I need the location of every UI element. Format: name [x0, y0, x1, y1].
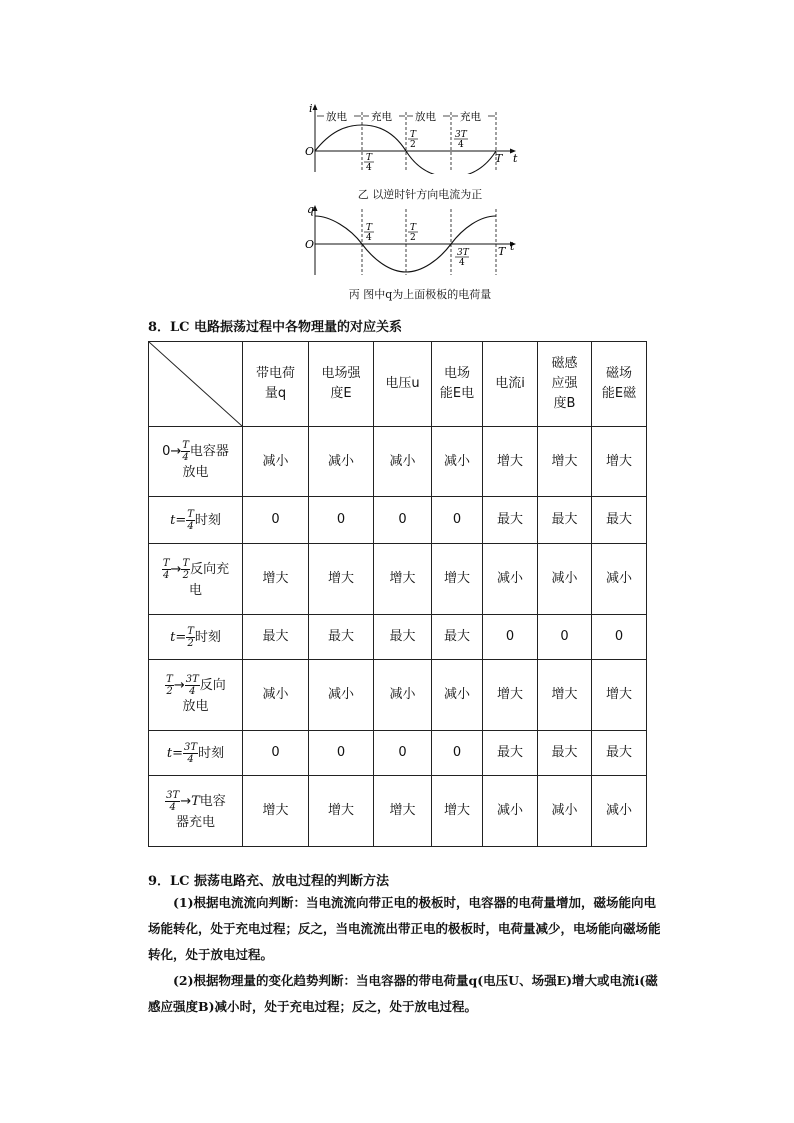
cell: 0: [309, 731, 374, 776]
cell: 减小: [309, 660, 374, 731]
tick-half-den: 2: [410, 233, 416, 243]
cell: 减小: [538, 776, 592, 847]
table-row: [149, 544, 647, 615]
tick-half-num: T: [410, 223, 417, 233]
cell: 最大: [592, 731, 647, 776]
cell: 减小: [483, 544, 538, 615]
cell: 最大: [243, 615, 309, 660]
cell: 增大: [309, 776, 374, 847]
tick-three-quarter-den: 4: [459, 258, 465, 268]
cell: 增大: [592, 660, 647, 731]
row-label: 0→ $\frac{T}{4}$ 电容器 放电: [149, 427, 243, 497]
cell: 最大: [432, 615, 483, 660]
section-9-paragraph-2: (2)根据物理量的变化趋势判断：当电容器的带电荷量q(电压U、场强E)增大或电流i(磁感应强度B)减小时，处于充电过程；反之，处于放电过程。: [148, 973, 658, 1014]
section-9-title: 9．LC 振荡电路充、放电过程的判断方法: [148, 874, 390, 889]
row-label: $\frac{T}{4}$ → $\frac{T}{2}$ 反向充 电: [149, 544, 243, 615]
cell: 最大: [309, 615, 374, 660]
header-current: 电流i: [483, 342, 538, 427]
row-label: t= $\frac{3T}{4}$ 时刻: [149, 731, 243, 776]
table-row: [149, 660, 647, 731]
cell: 减小: [592, 776, 647, 847]
cell: 0: [243, 731, 309, 776]
cell: 最大: [483, 731, 538, 776]
cell: 0: [483, 615, 538, 660]
tick-half-den: 2: [410, 140, 416, 150]
header-field-strength: 电场强 度E: [309, 342, 374, 427]
cell: 增大: [432, 776, 483, 847]
cell: 减小: [483, 776, 538, 847]
row-label: t= $\frac{T}{4}$ 时刻: [149, 497, 243, 544]
cell: 0: [374, 731, 432, 776]
row-label: t= $\frac{T}{2}$ 时刻: [149, 615, 243, 660]
figure-charge-graph: [300, 203, 530, 278]
cell: 减小: [432, 427, 483, 497]
lc-relation-table: [148, 341, 647, 847]
tick-three-quarter-num: 3T: [455, 130, 467, 140]
cell: 增大: [243, 544, 309, 615]
tick-quarter-num: T: [366, 223, 373, 233]
cell: 增大: [483, 660, 538, 731]
table-row: [149, 615, 647, 660]
cell: 减小: [538, 544, 592, 615]
cell: 增大: [243, 776, 309, 847]
cell: 最大: [483, 497, 538, 544]
cell: 增大: [432, 544, 483, 615]
header-magnetic-induction: 磁感 应强 度B: [538, 342, 592, 427]
cell: 0: [432, 731, 483, 776]
cell: 增大: [483, 427, 538, 497]
cell: 增大: [538, 660, 592, 731]
cell: 减小: [243, 660, 309, 731]
header-magnetic-energy: 磁场 能E磁: [592, 342, 647, 427]
phase-label: 放电: [326, 111, 347, 123]
cell: 减小: [374, 660, 432, 731]
t-axis-label: t: [510, 240, 515, 253]
figure-current-graph: [300, 102, 530, 174]
cell: 减小: [374, 427, 432, 497]
cell: 0: [374, 497, 432, 544]
cell: 减小: [243, 427, 309, 497]
cell: 增大: [374, 776, 432, 847]
cell: 0: [432, 497, 483, 544]
cell: 最大: [538, 497, 592, 544]
tick-quarter-den: 4: [366, 233, 372, 243]
tick-quarter-num: T: [366, 153, 373, 163]
section-8-title: 8．LC 电路振荡过程中各物理量的对应关系: [148, 320, 403, 335]
row-label: $\frac{T}{2}$ → $\frac{3T}{4}$ 反向 放电: [149, 660, 243, 731]
section-9-paragraph-1: (1)根据电流流向判断：当电流流向带正电的极板时，电容器的电荷量增加，磁场能向电场能转化，处于充电过程；反之，当电流流出带正电的极板时，电荷量减少，电场能向磁场能转化，处于放电过程。: [148, 895, 661, 962]
table-header-row: [149, 342, 647, 427]
tick-three-quarter-den: 4: [458, 140, 464, 150]
figure-current-caption: 乙 以逆时针方向电流为正: [357, 188, 483, 201]
cell: 最大: [374, 615, 432, 660]
current-curve: [315, 125, 496, 174]
table-row: [149, 776, 647, 847]
cell: 0: [538, 615, 592, 660]
tick-quarter-den: 4: [366, 163, 372, 173]
cell: 最大: [592, 497, 647, 544]
cell: 增大: [374, 544, 432, 615]
phase-label: 放电: [415, 111, 436, 123]
cell: 0: [309, 497, 374, 544]
origin-label: O: [305, 238, 315, 251]
tick-half-num: T: [410, 130, 417, 140]
header-charge: 带电荷 量q: [243, 342, 309, 427]
phase-label: 充电: [460, 111, 481, 123]
cell: 减小: [592, 544, 647, 615]
q-axis-label: q: [307, 203, 315, 216]
cell: 增大: [538, 427, 592, 497]
t-axis-label: t: [513, 152, 518, 165]
cell: 减小: [309, 427, 374, 497]
cell: 0: [592, 615, 647, 660]
phase-label: 充电: [371, 111, 392, 123]
header-electric-energy: 电场 能E电: [432, 342, 483, 427]
i-axis-label: i: [309, 102, 313, 115]
cell: 减小: [432, 660, 483, 731]
origin-label: O: [305, 145, 315, 158]
i-axis-arrow: [313, 104, 318, 110]
header-voltage: 电压u: [374, 342, 432, 427]
cell: 最大: [538, 731, 592, 776]
tick-three-quarter-num: 3T: [457, 248, 469, 258]
row-label: $\frac{3T}{4}$ →T电容 器充电: [149, 776, 243, 847]
period-label: T: [495, 152, 503, 165]
diagonal-corner-cell: [149, 342, 243, 427]
table-row: [149, 731, 647, 776]
cell: 0: [243, 497, 309, 544]
table-row: [149, 427, 647, 497]
cell: 增大: [592, 427, 647, 497]
cell: 增大: [309, 544, 374, 615]
period-label: T: [498, 245, 506, 258]
figure-charge-caption: 丙 图中q为上面极板的电荷量: [348, 288, 492, 301]
table-row: [149, 497, 647, 544]
